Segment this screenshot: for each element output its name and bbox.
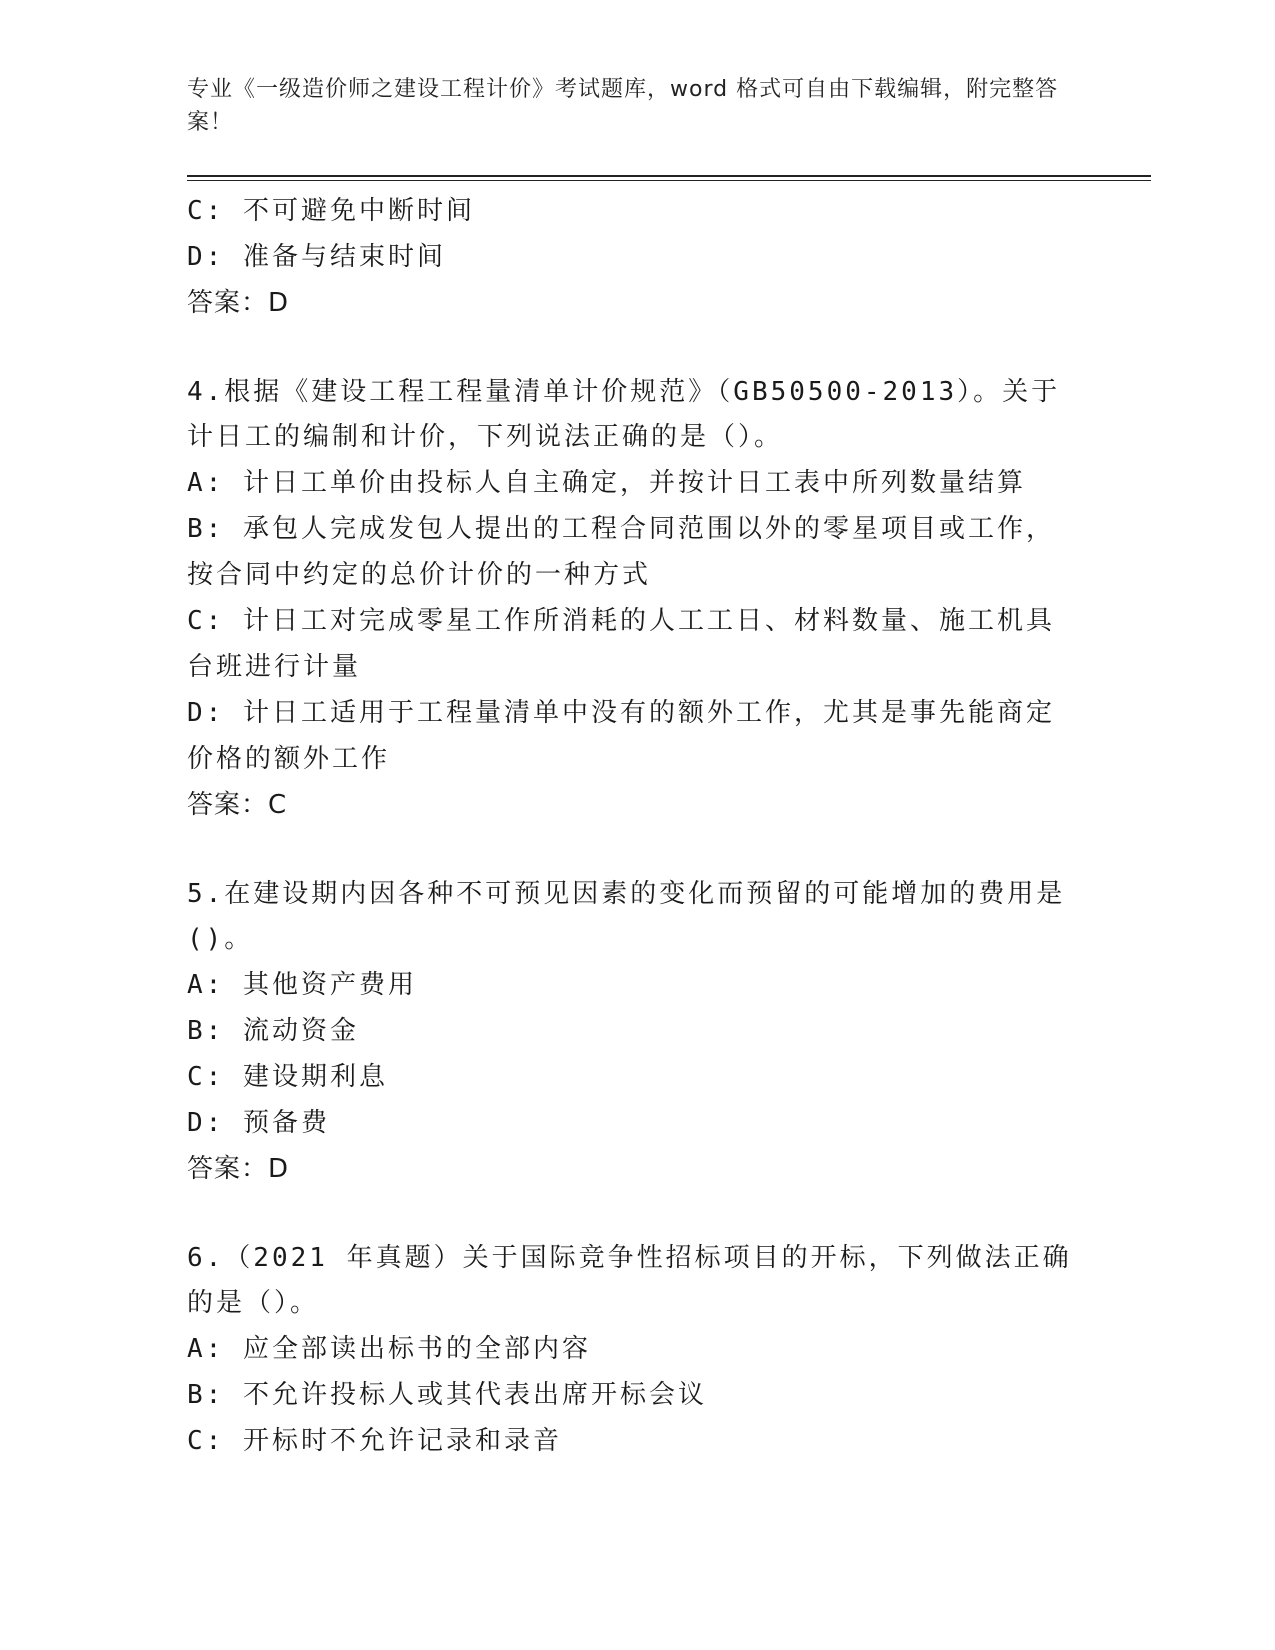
option-letter: A:: [187, 468, 225, 498]
option-a: [187, 1326, 1077, 1372]
option-text: 应全部读出标书的全部内容: [242, 1334, 591, 1364]
document-body: [187, 188, 1077, 1464]
option-text: 流动资金: [242, 1016, 359, 1046]
option-letter: D:: [187, 1108, 225, 1138]
option-letter: D:: [187, 242, 225, 272]
answer-line: 答案：C: [187, 790, 288, 820]
option-text: 承包人完成发包人提出的工程合同范围以外的零星项目或工作，按合同中约定的总价计价的一种方式: [187, 514, 1055, 590]
question-4: [187, 370, 1077, 828]
header-rule-thick: [187, 175, 1151, 177]
question-3-continuation: [187, 188, 1077, 326]
spacer: [187, 828, 1077, 872]
option-text: 预备费: [242, 1108, 330, 1138]
option-letter: A:: [187, 970, 225, 1000]
option-letter: A:: [187, 1334, 225, 1364]
option-b: [187, 506, 1077, 598]
option-c: [187, 1054, 1077, 1100]
option-letter: C:: [187, 1062, 225, 1092]
option-letter: C:: [187, 1426, 225, 1456]
question-5: [187, 872, 1077, 1192]
option-text: 准备与结束时间: [242, 242, 446, 272]
option-text: 不可避免中断时间: [242, 196, 475, 226]
option-text: 计日工单价由投标人自主确定，并按计日工表中所列数量结算: [242, 468, 1026, 498]
option-letter: B:: [187, 1016, 225, 1046]
option-letter: B:: [187, 1380, 225, 1410]
option-letter: C:: [187, 196, 225, 226]
option-d: [187, 690, 1077, 782]
option-a: [187, 962, 1077, 1008]
option-c: [187, 1418, 1077, 1464]
question-6: [187, 1236, 1077, 1464]
spacer: [187, 326, 1077, 370]
option-letter: B:: [187, 514, 225, 544]
option-b: [187, 1008, 1077, 1054]
option-letter: D:: [187, 698, 225, 728]
question-stem: 4.根据《建设工程工程量清单计价规范》（GB50500-2013）。关于计日工的编制和计价，下列说法正确的是（）。: [187, 377, 1061, 452]
option-a: [187, 460, 1077, 506]
option-text: 其他资产费用: [242, 970, 417, 1000]
answer-line: 答案：D: [187, 1154, 290, 1184]
question-stem: 5.在建设期内因各种不可预见因素的变化而预留的可能增加的费用是()。: [187, 879, 1066, 954]
option-text: 计日工适用于工程量清单中没有的额外工作，尤其是事先能商定价格的额外工作: [187, 698, 1055, 774]
option-b: [187, 1372, 1077, 1418]
option-text: 计日工对完成零星工作所消耗的人工工日、材料数量、施工机具台班进行计量: [187, 606, 1055, 682]
option-text: 不允许投标人或其代表出席开标会议: [242, 1380, 707, 1410]
option-text: 建设期利息: [242, 1062, 388, 1092]
answer-line: 答案：D: [187, 288, 290, 318]
option-c: [187, 188, 1077, 234]
option-c: [187, 598, 1077, 690]
option-text: 开标时不允许记录和录音: [242, 1426, 562, 1456]
option-d: [187, 234, 1077, 280]
spacer: [187, 1192, 1077, 1236]
header-rule-thin: [187, 180, 1151, 181]
page-header: 专业《一级造价师之建设工程计价》考试题库，word 格式可自由下载编辑，附完整答案！: [187, 77, 1059, 135]
question-stem: 6.（2021 年真题）关于国际竞争性招标项目的开标，下列做法正确的是（）。: [187, 1243, 1072, 1318]
option-letter: C:: [187, 606, 225, 636]
option-d: [187, 1100, 1077, 1146]
